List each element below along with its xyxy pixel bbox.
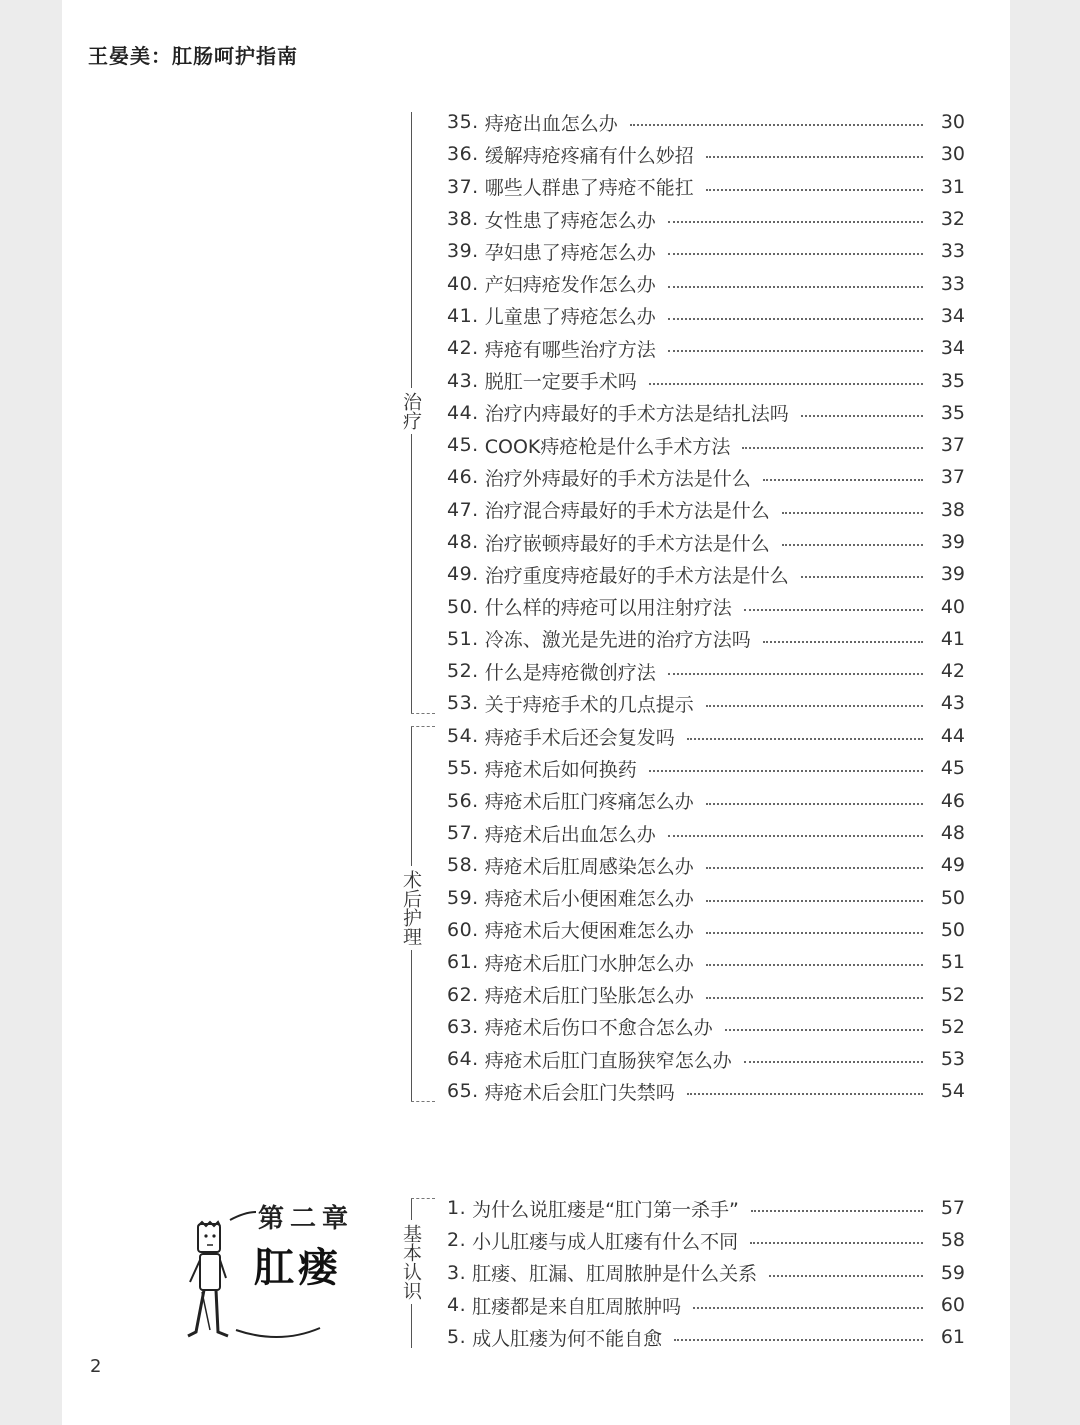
toc-section-basic-knowledge <box>400 1192 965 1354</box>
toc-entry[interactable] <box>447 1075 965 1107</box>
toc-entry-number: 44. <box>447 401 479 424</box>
dot-leader <box>668 673 923 675</box>
toc-entry-number: 2. <box>447 1229 467 1252</box>
toc-entry[interactable] <box>447 914 965 946</box>
toc-entry-title: 治疗内痔最好的手术方法是结扎法吗 <box>484 403 789 426</box>
toc-entry[interactable] <box>447 946 965 978</box>
toc-entry-page: 59 <box>940 1261 965 1284</box>
toc-entry[interactable] <box>447 1321 965 1353</box>
dot-leader <box>630 124 923 126</box>
dot-leader <box>782 544 923 546</box>
toc-entry-page: 50 <box>940 918 965 941</box>
toc-list <box>447 1192 965 1353</box>
toc-entry[interactable] <box>447 687 965 719</box>
toc-entry-title: 痔疮术后肛门水肿怎么办 <box>484 952 694 975</box>
dot-leader <box>801 415 923 417</box>
dot-leader <box>668 253 923 255</box>
toc-entry-page: 34 <box>940 304 965 327</box>
toc-entry[interactable] <box>447 1257 965 1289</box>
dot-leader <box>706 803 923 805</box>
toc-entry-title: 肛瘘都是来自肛周脓肿吗 <box>472 1295 682 1318</box>
toc-entry-number: 1. <box>447 1197 467 1220</box>
dot-leader <box>668 350 923 352</box>
toc-entry-title: 什么是痔疮微创疗法 <box>484 661 656 684</box>
dot-leader <box>693 1307 923 1309</box>
toc-entry-title: 治疗重度痔疮最好的手术方法是什么 <box>484 564 789 587</box>
toc-entry-number: 49. <box>447 563 479 586</box>
dot-leader <box>706 705 923 707</box>
toc-entry-number: 56. <box>447 789 479 812</box>
running-header: 王晏美：肛肠呵护指南 <box>88 44 298 68</box>
dot-leader <box>706 867 923 869</box>
toc-entry-number: 3. <box>447 1261 467 1284</box>
toc-entry-title: 痔疮术后小便困难怎么办 <box>484 888 694 911</box>
toc-entry-number: 50. <box>447 595 479 618</box>
toc-entry-number: 46. <box>447 466 479 489</box>
toc-entry[interactable] <box>447 655 965 687</box>
dot-leader <box>725 1029 923 1031</box>
toc-entry[interactable] <box>447 623 965 655</box>
toc-entry[interactable] <box>447 526 965 558</box>
toc-entry-number: 47. <box>447 498 479 521</box>
toc-entry-title: 脱肛一定要手术吗 <box>484 371 637 394</box>
toc-entry-page: 30 <box>940 143 965 166</box>
toc-entry-number: 45. <box>447 434 479 457</box>
toc-entry-title: 痔疮术后如何换药 <box>484 758 637 781</box>
toc-entry[interactable] <box>447 1289 965 1321</box>
toc-entry-title: 女性患了痔疮怎么办 <box>484 209 656 232</box>
toc-entry-number: 57. <box>447 822 479 845</box>
toc-entry[interactable] <box>447 817 965 849</box>
toc-entry-title: 痔疮手术后还会复发吗 <box>484 726 675 749</box>
toc-entry-page: 45 <box>940 757 965 780</box>
toc-entry-page: 53 <box>940 1048 965 1071</box>
toc-entry-page: 48 <box>940 822 965 845</box>
toc-entry-number: 65. <box>447 1080 479 1103</box>
toc-entry-number: 41. <box>447 304 479 327</box>
toc-entry-number: 64. <box>447 1048 479 1071</box>
chapter-heading <box>170 1190 370 1350</box>
toc-entry[interactable] <box>447 720 965 752</box>
toc-entry-number: 40. <box>447 272 479 295</box>
toc-entry-number: 52. <box>447 660 479 683</box>
dot-leader <box>706 964 923 966</box>
toc-entry-page: 51 <box>940 951 965 974</box>
toc-entry-number: 39. <box>447 240 479 263</box>
toc-entry-page: 40 <box>940 595 965 618</box>
dot-leader <box>750 1242 923 1244</box>
dot-leader <box>706 997 923 999</box>
toc-entry[interactable] <box>447 785 965 817</box>
toc-entry[interactable] <box>447 849 965 881</box>
toc-section-treatment <box>400 106 965 720</box>
toc-entry-page: 43 <box>940 692 965 715</box>
toc-entry-number: 55. <box>447 757 479 780</box>
toc-entry-number: 59. <box>447 886 479 909</box>
toc-entry-number: 58. <box>447 854 479 877</box>
toc-entry-page: 32 <box>940 208 965 231</box>
toc-entry-title: 关于痔疮手术的几点提示 <box>484 693 694 716</box>
toc-entry-number: 48. <box>447 531 479 553</box>
toc-entry-title: COOK痔疮枪是什么手术方法 <box>484 435 731 458</box>
toc-entry-number: 37. <box>447 175 479 198</box>
toc-entry-title: 治疗混合痔最好的手术方法是什么 <box>484 500 770 523</box>
toc-entry[interactable] <box>447 1192 965 1224</box>
toc-entry[interactable] <box>447 235 965 267</box>
toc-entry-page: 49 <box>940 854 965 877</box>
toc-entry[interactable] <box>447 558 965 590</box>
toc-entry-title: 缓解痔疮疼痛有什么妙招 <box>484 144 694 167</box>
dot-leader <box>751 1210 923 1212</box>
toc-entry[interactable] <box>447 590 965 622</box>
dot-leader <box>706 156 923 158</box>
toc-entry-page: 58 <box>940 1229 965 1252</box>
dot-leader <box>801 576 923 578</box>
toc-entry-number: 60. <box>447 918 479 941</box>
toc-entry-page: 54 <box>940 1080 965 1103</box>
toc-entry-page: 44 <box>940 725 965 748</box>
dot-leader <box>763 479 923 481</box>
chapter-title: 肛瘘 <box>254 1244 342 1291</box>
toc-entry-title: 肛瘘、肛漏、肛周脓肿是什么关系 <box>472 1263 758 1286</box>
toc-entry-number: 42. <box>447 337 479 360</box>
toc-entry-page: 34 <box>940 337 965 360</box>
dot-leader <box>668 835 923 837</box>
dot-leader <box>763 641 923 643</box>
toc-entry-page: 35 <box>940 369 965 392</box>
dot-leader <box>744 1061 923 1063</box>
dot-leader <box>744 609 923 611</box>
toc-entry-page: 30 <box>940 111 965 134</box>
toc-entry[interactable] <box>447 494 965 526</box>
toc-entry[interactable] <box>447 267 965 299</box>
toc-entry[interactable] <box>447 429 965 461</box>
toc-entry-title: 痔疮术后大便困难怎么办 <box>484 920 694 943</box>
toc-entry-title: 为什么说肛瘘是“肛门第一杀手” <box>472 1198 739 1221</box>
toc-entry-page: 33 <box>940 240 965 263</box>
dot-leader <box>706 932 923 934</box>
toc-entry-number: 5. <box>447 1326 467 1349</box>
toc-entry-page: 37 <box>940 466 965 489</box>
toc-entry[interactable] <box>447 300 965 332</box>
toc-entry-number: 63. <box>447 1015 479 1038</box>
toc-entry[interactable] <box>447 978 965 1010</box>
toc-list <box>447 106 965 720</box>
toc-entry-title: 小儿肛瘘与成人肛瘘有什么不同 <box>472 1230 739 1253</box>
toc-entry-title: 痔疮有哪些治疗方法 <box>484 338 656 361</box>
toc-entry-title: 什么样的痔疮可以用注射疗法 <box>484 597 732 620</box>
toc-entry-page: 38 <box>940 498 965 521</box>
toc-entry-title: 成人肛瘘为何不能自愈 <box>472 1327 663 1350</box>
toc-entry-title: 痔疮术后伤口不愈合怎么办 <box>484 1017 713 1040</box>
section-label: 基本认识 <box>395 1220 421 1304</box>
toc-entry-number: 53. <box>447 692 479 715</box>
toc-entry[interactable] <box>447 1224 965 1256</box>
toc-entry[interactable] <box>447 1011 965 1043</box>
toc-entry-page: 60 <box>940 1294 965 1317</box>
toc-entry-page: 37 <box>940 434 965 457</box>
toc-entry-title: 儿童患了痔疮怎么办 <box>484 306 656 329</box>
toc-entry-number: 36. <box>447 143 479 166</box>
toc-entry-number: 38. <box>447 208 479 231</box>
toc-entry-page: 52 <box>940 983 965 1006</box>
section-label: 术后护理 <box>395 866 421 950</box>
walking-man-icon <box>180 1220 240 1350</box>
page-number: 2 <box>90 1356 102 1377</box>
toc-entry-number: 62. <box>447 983 479 1006</box>
toc-entry-title: 治疗嵌顿痔最好的手术方法是什么 <box>484 532 770 555</box>
dot-leader <box>649 770 923 772</box>
toc-entry-page: 31 <box>940 175 965 198</box>
toc-entry[interactable] <box>447 106 965 138</box>
dot-leader <box>668 318 923 320</box>
toc-entry[interactable] <box>447 881 965 913</box>
dot-leader <box>668 221 923 223</box>
toc-entry[interactable] <box>447 138 965 170</box>
toc-entry-page: 57 <box>940 1197 965 1220</box>
dot-leader <box>769 1275 923 1277</box>
toc-entry-number: 54. <box>447 725 479 748</box>
toc-entry[interactable] <box>447 1043 965 1075</box>
toc-entry-page: 46 <box>940 789 965 812</box>
toc-entry[interactable] <box>447 203 965 235</box>
toc-entry-number: 35. <box>447 111 479 134</box>
dot-leader <box>649 383 923 385</box>
toc-entry-title: 产妇痔疮发作怎么办 <box>484 274 656 297</box>
toc-entry-title: 冷冻、激光是先进的治疗方法吗 <box>484 629 751 652</box>
dot-leader <box>706 900 923 902</box>
toc-entry-number: 51. <box>447 627 479 650</box>
toc-entry-title: 痔疮术后肛门坠胀怎么办 <box>484 985 694 1008</box>
toc-entry[interactable] <box>447 364 965 396</box>
toc-section-postop-care <box>400 720 965 1108</box>
toc-entry-title: 治疗外痔最好的手术方法是什么 <box>484 467 751 490</box>
toc-entry[interactable] <box>447 752 965 784</box>
toc-entry-page: 39 <box>940 531 965 553</box>
dot-leader <box>674 1339 923 1341</box>
toc-entry-number: 43. <box>447 369 479 392</box>
dot-leader <box>687 1093 923 1095</box>
toc-entry[interactable] <box>447 332 965 364</box>
toc-entry-page: 61 <box>940 1326 965 1349</box>
toc-entry-page: 39 <box>940 563 965 586</box>
toc-entry-title: 痔疮术后会肛门失禁吗 <box>484 1081 675 1104</box>
toc-entry-page: 33 <box>940 272 965 295</box>
toc-entry-title: 痔疮术后肛周感染怎么办 <box>484 855 694 878</box>
toc-entry[interactable] <box>447 397 965 429</box>
toc-entry-title: 痔疮术后肛门直肠狭窄怎么办 <box>484 1049 732 1072</box>
toc-entry-title: 痔疮术后肛门疼痛怎么办 <box>484 791 694 814</box>
toc-entry-page: 52 <box>940 1015 965 1038</box>
dot-leader <box>782 512 923 514</box>
dot-leader <box>742 447 923 449</box>
toc-entry-number: 61. <box>447 951 479 974</box>
toc-entry[interactable] <box>447 461 965 493</box>
toc-entry-page: 35 <box>940 401 965 424</box>
toc-entry-page: 50 <box>940 886 965 909</box>
toc-entry-page: 42 <box>940 660 965 683</box>
toc-entry-page: 41 <box>940 627 965 650</box>
toc-entry-title: 哪些人群患了痔疮不能扛 <box>484 177 694 200</box>
section-label: 治疗 <box>395 388 421 434</box>
toc-list <box>447 720 965 1108</box>
dot-leader <box>668 286 923 288</box>
toc-entry-title: 痔疮出血怎么办 <box>484 112 618 135</box>
toc-entry-title: 孕妇患了痔疮怎么办 <box>484 241 656 264</box>
toc-entry[interactable] <box>447 171 965 203</box>
chapter-number: 第二章 <box>258 1204 355 1234</box>
dot-leader <box>687 738 923 740</box>
dot-leader <box>706 189 923 191</box>
toc-entry-number: 4. <box>447 1294 467 1317</box>
toc-entry-title: 痔疮术后出血怎么办 <box>484 823 656 846</box>
